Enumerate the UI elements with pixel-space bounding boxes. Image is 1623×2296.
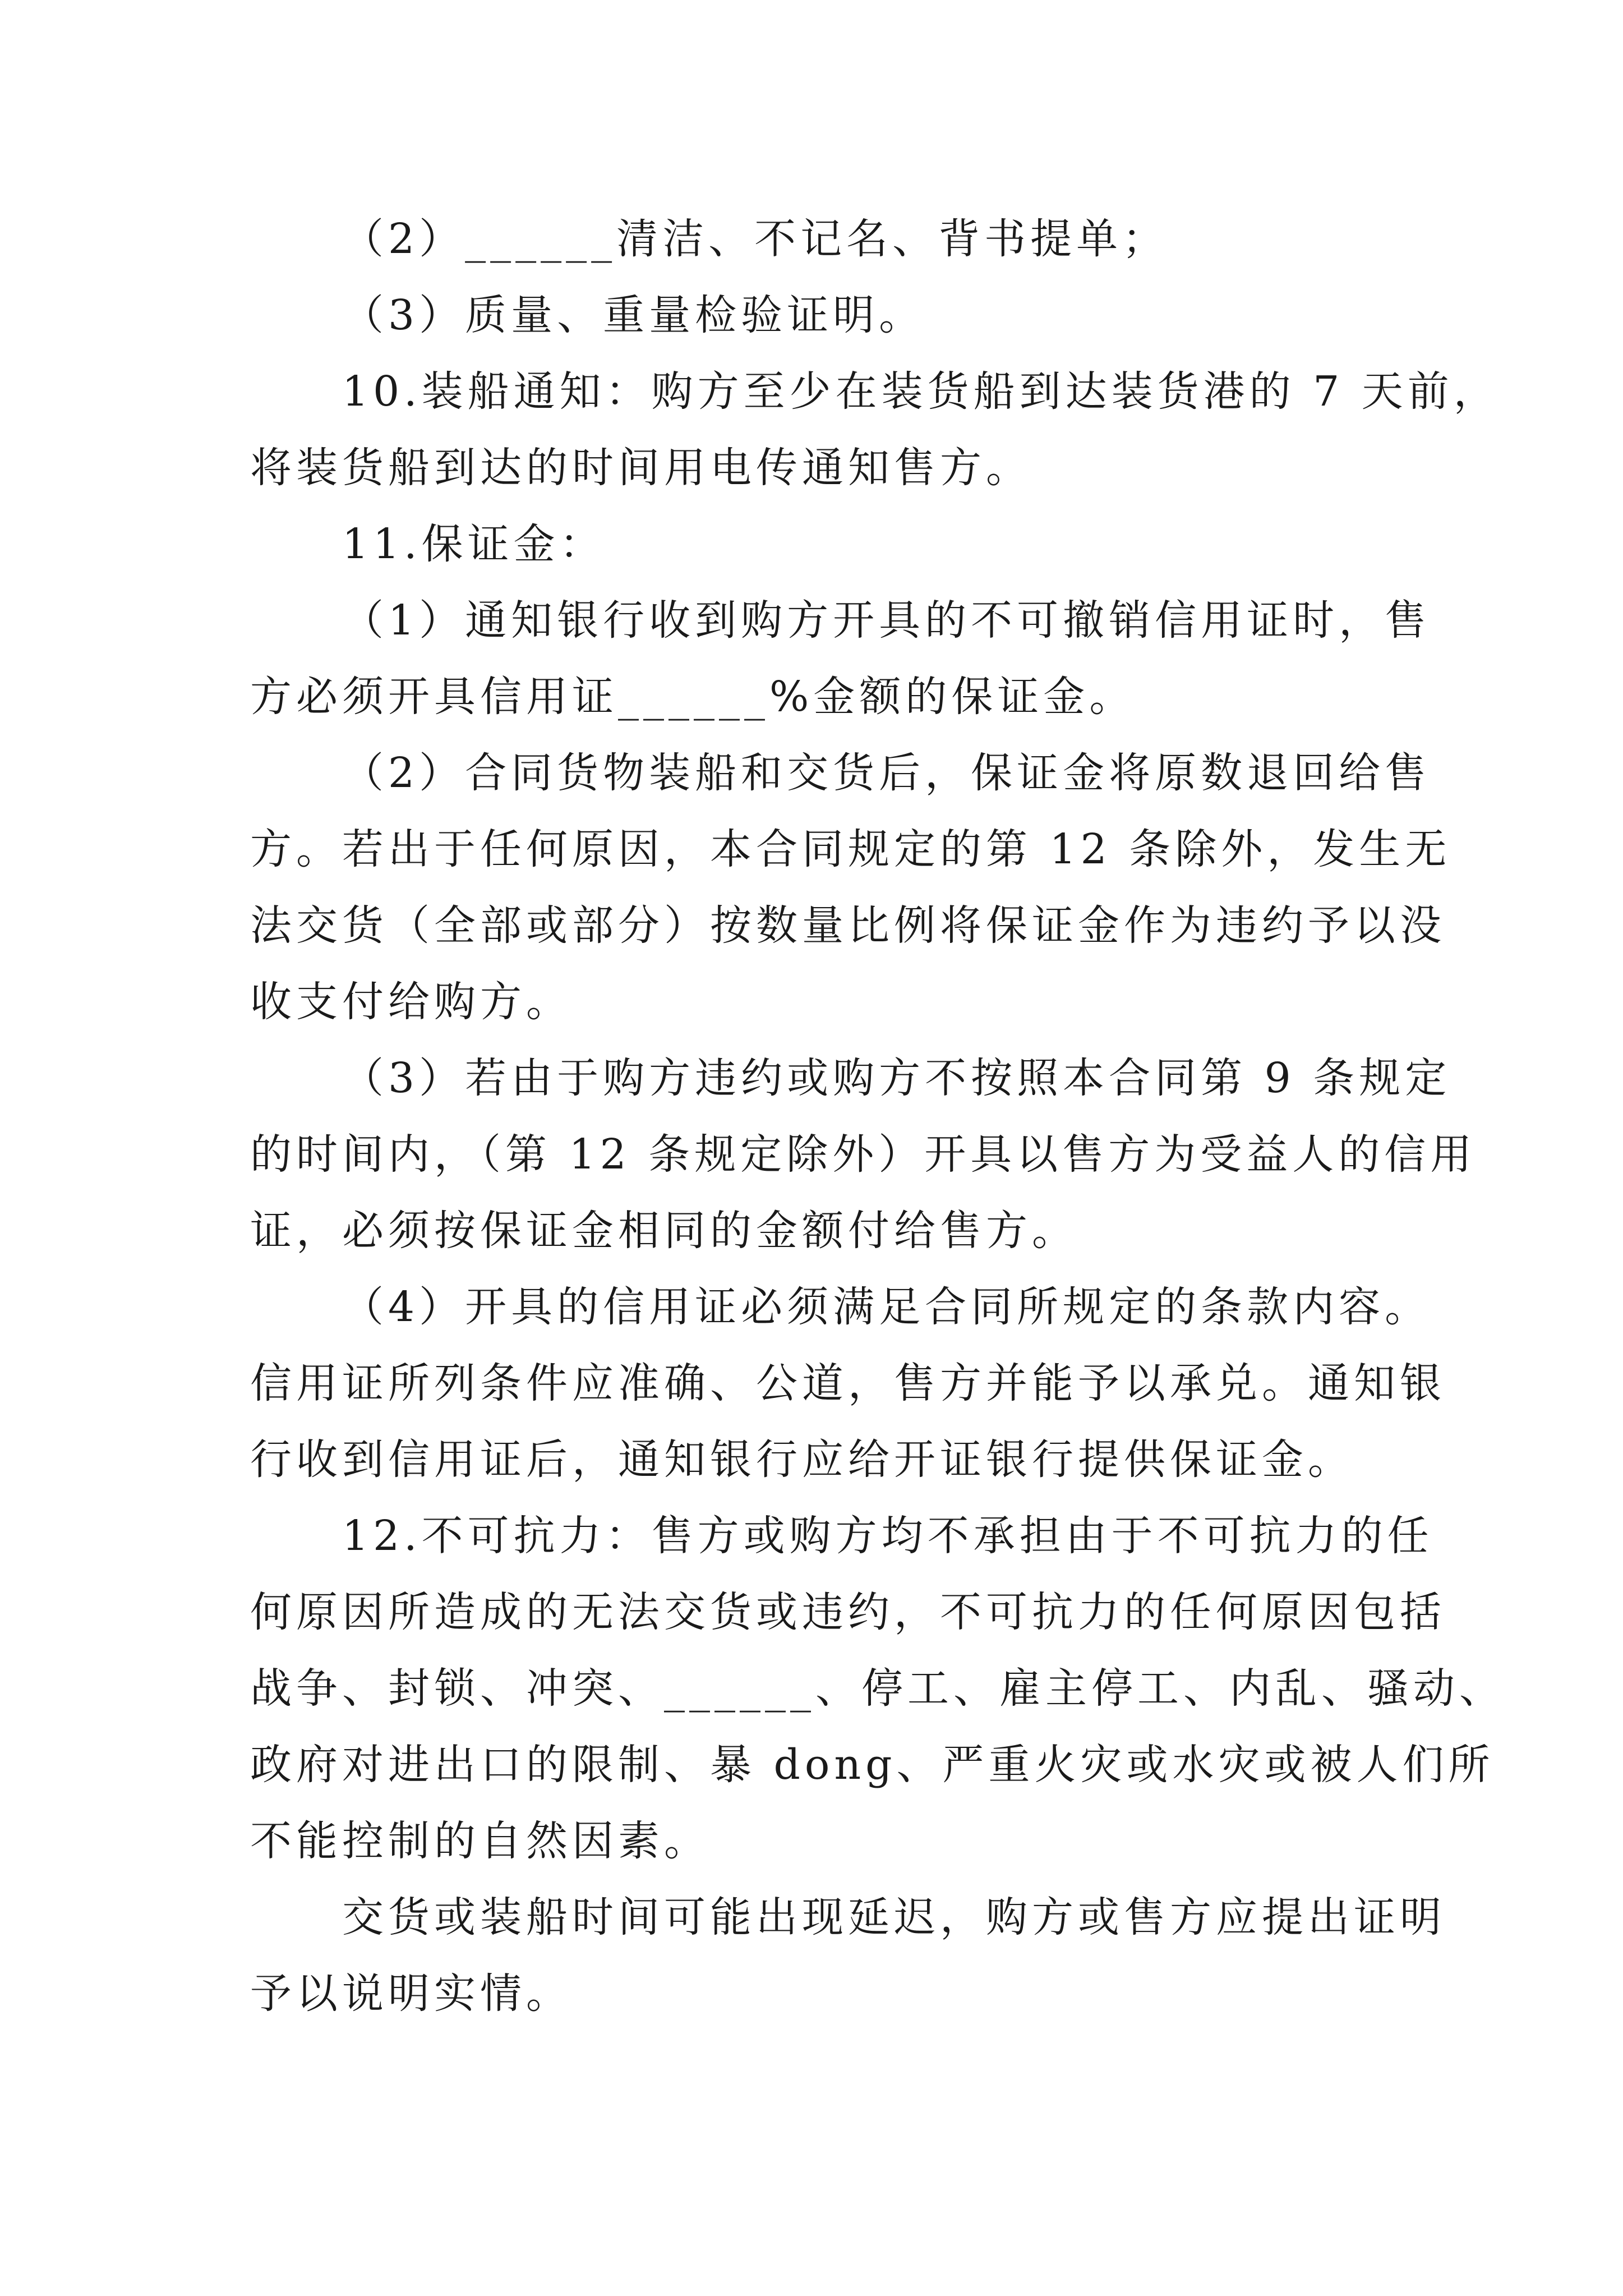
text-line-24: 予以说明实情。 [250, 1970, 572, 2018]
text-line-8: （2）合同货物装船和交货后，保证金将原数退回给售 [342, 749, 1431, 797]
text-line-12: （3）若由于购方违约或购方不按照本合同第 9 条规定 [342, 1054, 1451, 1102]
text-line-4: 将装货船到达的时间用电传通知售方。 [250, 444, 1032, 492]
text-line-7: 方必须开具信用证______%金额的保证金。 [250, 673, 1136, 721]
text-line-10: 法交货（全部或部分）按数量比例将保证金作为违约予以没 [250, 901, 1446, 950]
text-line-5: 11.保证金： [342, 520, 606, 568]
text-line-22: 不能控制的自然因素。 [250, 1817, 710, 1865]
text-line-17: 行收到信用证后，通知银行应给开证银行提供保证金。 [250, 1435, 1354, 1484]
text-line-16: 信用证所列条件应准确、公道，售方并能予以承兑。通知银 [250, 1359, 1446, 1407]
text-line-15: （4）开具的信用证必须满足合同所规定的条款内容。 [342, 1283, 1431, 1331]
text-line-14: 证，必须按保证金相同的金额付给售方。 [250, 1207, 1078, 1255]
text-line-23: 交货或装船时间可能出现延迟，购方或售方应提出证明 [342, 1893, 1446, 1941]
text-line-3: 10.装船通知：购方至少在装货船到达装货港的 7 天前， [342, 367, 1500, 416]
text-line-2: （3）质量、重量检验证明。 [342, 291, 925, 339]
text-line-6: （1）通知银行收到购方开具的不可撤销信用证时，售 [342, 596, 1431, 645]
text-line-21: 政府对进出口的限制、暴 dong、严重火灾或水灾或被人们所 [250, 1741, 1495, 1789]
text-line-9: 方。若出于任何原因，本合同规定的第 12 条除外，发生无 [250, 825, 1451, 873]
contract-text [250, 201, 1505, 2032]
text-line-1: （2）______清洁、不记名、背书提单； [342, 215, 1169, 263]
text-line-13: 的时间内，（第 12 条规定除外）开具以售方为受益人的信用 [250, 1130, 1477, 1179]
text-line-11: 收支付给购方。 [250, 978, 572, 1026]
text-line-18: 12.不可抗力：售方或购方均不承担由于不可抗力的任 [342, 1512, 1433, 1560]
text-line-19: 何原因所造成的无法交货或违约，不可抗力的任何原因包括 [250, 1588, 1446, 1636]
text-line-20: 战争、封锁、冲突、______、停工、雇主停工、内乱、骚动、 [250, 1664, 1505, 1713]
